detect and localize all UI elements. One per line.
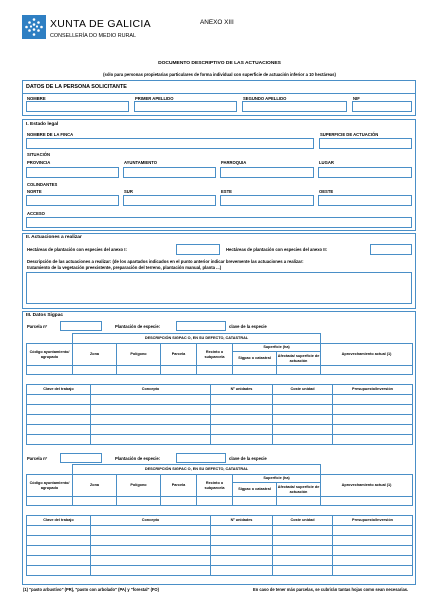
label-ayuntamiento: AYUNTAMIENTO bbox=[124, 160, 157, 165]
provincia-field[interactable] bbox=[26, 167, 119, 178]
footnote-2: En caso de tener más parcelas, se cubrirán tantas hojas como sean necesarias. bbox=[253, 587, 409, 592]
col-sigpac-catastral-2: Sigpac o catastral bbox=[233, 483, 277, 497]
applicant-heading: DATOS DE LA PERSONA SOLICITANTE bbox=[26, 84, 127, 90]
label-farm-name: NOMBRE DE LA FINCA bbox=[27, 132, 74, 137]
sigpac-table-2 bbox=[26, 464, 413, 506]
annex-label: ANEXO XIII bbox=[200, 19, 234, 26]
table-row[interactable] bbox=[27, 425, 413, 435]
label-parcel-1: Parcela nº bbox=[27, 324, 48, 329]
ayuntamiento-field[interactable] bbox=[123, 167, 216, 178]
xunta-logo bbox=[22, 15, 46, 39]
nif-field[interactable] bbox=[352, 101, 412, 112]
label-species-1: Plantación de especie: bbox=[115, 324, 161, 329]
sigpac-data-row[interactable] bbox=[27, 366, 413, 375]
col-zona-1: Zona bbox=[73, 344, 117, 366]
label-species-key-2: clave de la especie bbox=[229, 456, 267, 461]
table-row[interactable] bbox=[27, 405, 413, 415]
label-area: SUPERFICIE DE ACTUACIÓN bbox=[320, 132, 379, 137]
label-parcel-2: Parcela nº bbox=[27, 456, 48, 461]
col-unidades-2: Nº unidades bbox=[211, 516, 273, 526]
parroquia-field[interactable] bbox=[220, 167, 314, 178]
parcel-1-field[interactable] bbox=[60, 321, 102, 331]
col-afectada-2: Afectada/ superficie de actuación bbox=[277, 483, 321, 497]
table-row[interactable] bbox=[27, 546, 413, 556]
col-recinto-1: Recinto o subparcela bbox=[197, 344, 233, 366]
table-row[interactable] bbox=[27, 526, 413, 536]
label-norte: NORTE bbox=[27, 189, 42, 194]
hect-annex2-field[interactable] bbox=[370, 244, 412, 255]
table-row[interactable] bbox=[27, 435, 413, 445]
col-aprovechamiento-1: Aprovechamiento actual (1) bbox=[321, 344, 413, 366]
label-hect-annex1: Hectáreas de plantación con especies del anexo I: bbox=[27, 247, 127, 252]
lugar-field[interactable] bbox=[318, 167, 412, 178]
col-recinto-2: Recinto o subparcela bbox=[197, 475, 233, 497]
label-nombre: NOMBRE bbox=[27, 96, 46, 101]
label-primer-apellido: PRIMER APELLIDO bbox=[135, 96, 174, 101]
page-title: DOCUMENTO DESCRIPTIVO DE LAS ACTUACIONES bbox=[158, 61, 281, 66]
col-superficie-2: Superficie (ha) bbox=[233, 475, 321, 483]
sigpac-table-1 bbox=[26, 333, 413, 375]
col-clave-trabajo-2: Clave del trabajo bbox=[27, 516, 91, 526]
col-presupuesto-1: Presupuesto/Inversión bbox=[333, 385, 413, 395]
col-sigpac-catastral-1: Sigpac o catastral bbox=[233, 352, 277, 366]
col-zona-2: Zona bbox=[73, 475, 117, 497]
label-species-key-1: clave de la especie bbox=[229, 324, 267, 329]
label-species-2: Plantación de especie: bbox=[115, 456, 161, 461]
col-afectada-1: Afectada/ superficie de actuación bbox=[277, 352, 321, 366]
norte-field[interactable] bbox=[26, 195, 119, 206]
sigpac-desc-title-2: DESCRIPCIÓN SIGPAC O, EN SU DEFECTO, CATASTRAL bbox=[73, 465, 321, 475]
work-table-1 bbox=[26, 384, 413, 445]
col-codigo-1: Código ayuntamiento/ agrupado bbox=[27, 344, 73, 366]
col-concepto-1: Concepto bbox=[91, 385, 211, 395]
description-field[interactable] bbox=[26, 272, 412, 304]
label-provincia: PROVINCIA bbox=[27, 160, 51, 165]
species-1-field[interactable] bbox=[176, 321, 226, 331]
col-presupuesto-2: Presupuesto/Inversión bbox=[333, 516, 413, 526]
farm-name-field[interactable] bbox=[26, 138, 314, 149]
label-description: Descripción de las actuaciones a realizar: (de los apartados indicados en el punto anterior indicar brevemente las actuaciones a realizar: bbox=[27, 259, 304, 264]
org-name: XUNTA DE GALICIA bbox=[50, 18, 151, 30]
label-sur: SUR bbox=[124, 189, 133, 194]
label-lugar: LUGAR bbox=[319, 160, 334, 165]
label-location: SITUACIÓN bbox=[27, 152, 51, 157]
label-este: ESTE bbox=[221, 189, 232, 194]
dept-name: CONSELLERÍA DO MEDIO RURAL bbox=[50, 33, 136, 39]
area-field[interactable] bbox=[319, 138, 412, 149]
col-coste-1: Coste unidad bbox=[273, 385, 333, 395]
col-poligono-2: Polígono bbox=[117, 475, 161, 497]
parcel-2-field[interactable] bbox=[60, 453, 102, 463]
table-row[interactable] bbox=[27, 556, 413, 566]
label-segundo-apellido: SEGUNDO APELLIDO bbox=[243, 96, 287, 101]
col-parcela-1: Parcela bbox=[161, 344, 197, 366]
col-parcela-2: Parcela bbox=[161, 475, 197, 497]
col-superficie-1: Superficie (ha) bbox=[233, 344, 321, 352]
label-nif: NIF bbox=[353, 96, 360, 101]
nombre-field[interactable] bbox=[26, 101, 129, 112]
sigpac-data-row[interactable] bbox=[27, 497, 413, 506]
species-2-field[interactable] bbox=[176, 453, 226, 463]
table-row[interactable] bbox=[27, 395, 413, 405]
col-coste-2: Coste unidad bbox=[273, 516, 333, 526]
table-row[interactable] bbox=[27, 415, 413, 425]
primer-apellido-field[interactable] bbox=[134, 101, 237, 112]
col-poligono-1: Polígono bbox=[117, 344, 161, 366]
page-subtitle: (sólo para personas propietarias particulares de forma individual con superficie de actuación inferior a 10 hectáreas) bbox=[103, 72, 336, 77]
label-oeste: OESTE bbox=[319, 189, 334, 194]
label-parroquia: PARROQUIA bbox=[221, 160, 247, 165]
sur-field[interactable] bbox=[123, 195, 216, 206]
oeste-field[interactable] bbox=[318, 195, 412, 206]
col-codigo-2: Código ayuntamiento/ agrupado bbox=[27, 475, 73, 497]
sigpac-heading: III. Datos Sigpac bbox=[26, 313, 64, 318]
work-table-2 bbox=[26, 515, 413, 576]
footnote-1: (1) "pasto arbustivo" (PR), "pasto con arbolado" (PA) y "forestal" (FO) bbox=[23, 587, 159, 592]
este-field[interactable] bbox=[220, 195, 314, 206]
segundo-apellido-field[interactable] bbox=[242, 101, 347, 112]
label-description-2: tratamiento de la vegetación preexistente, preparación del terreno, plantación manual, planta ...) bbox=[27, 265, 222, 270]
label-hect-annex2: Hectáreas de plantación con especies del anexo II: bbox=[226, 247, 328, 252]
col-clave-trabajo-1: Clave del trabajo bbox=[27, 385, 91, 395]
table-row[interactable] bbox=[27, 566, 413, 576]
col-unidades-1: Nº unidades bbox=[211, 385, 273, 395]
sigpac-desc-title-1: DESCRIPCIÓN SIGPAC O, EN SU DEFECTO, CATASTRAL bbox=[73, 334, 321, 344]
label-access: ACCESO bbox=[27, 211, 45, 216]
col-concepto-2: Concepto bbox=[91, 516, 211, 526]
table-row[interactable] bbox=[27, 536, 413, 546]
hect-annex1-field[interactable] bbox=[176, 244, 220, 255]
label-boundaries: COLINDANTES bbox=[27, 182, 58, 187]
access-field[interactable] bbox=[26, 217, 412, 228]
legal-heading: I. Estado legal bbox=[26, 122, 59, 127]
actions-heading: II. Actuaciones a realizar bbox=[26, 235, 82, 240]
col-aprovechamiento-2: Aprovechamiento actual (1) bbox=[321, 475, 413, 497]
